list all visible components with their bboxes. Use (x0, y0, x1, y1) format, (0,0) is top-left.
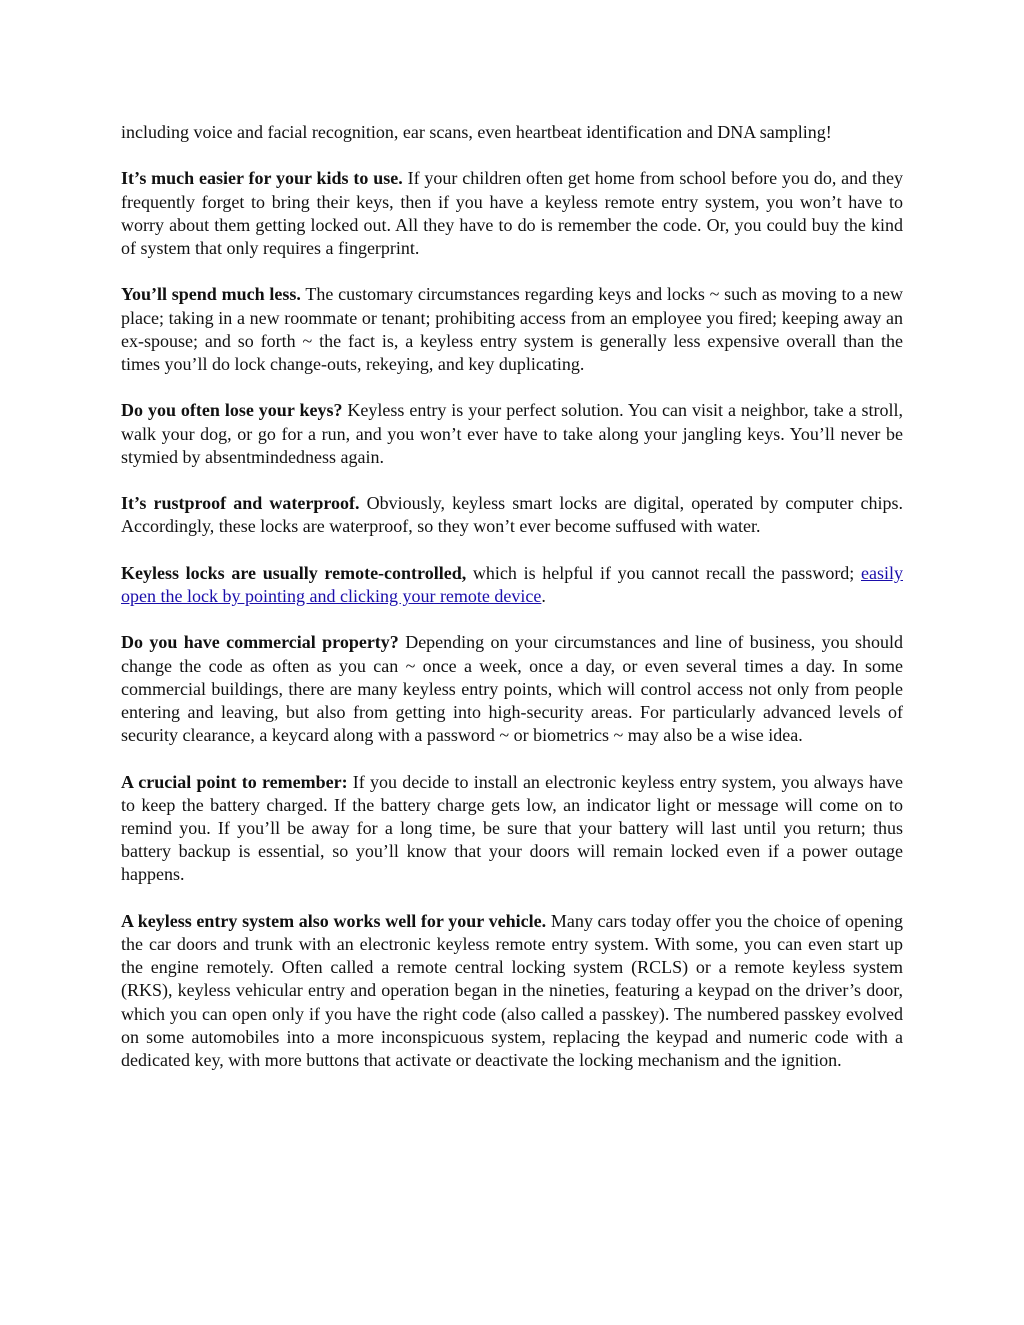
paragraph-crucial-point (121, 771, 903, 887)
paragraph-heading: Keyless locks are usually remote-controlled, (121, 562, 467, 583)
paragraph-kids (121, 167, 903, 260)
paragraph-text: Many cars today offer you the choice of opening the car doors and trunk with an electronic keyless remote entry system. With some, you can even start up the engine remotely. Often called a remote central locking system (RCLS) or a remote keyless system (RKS), keyless vehicular entry and operation began in the nineties, featuring a keypad on the driver’s door, which you can open only if you have the right code (also called a passkey). The numbered passkey evolved on some automobiles into a more inconspicuous system, replacing the keypad and numeric code with a dedicated key, with more buttons that activate or deactivate the locking mechanism and the ignition. (121, 910, 903, 1070)
paragraph-heading: Do you have commercial property? (121, 632, 399, 653)
paragraph-rustproof (121, 492, 903, 538)
paragraph-heading: It’s much easier for your kids to use. (121, 168, 403, 189)
paragraph-remote-controlled (121, 562, 903, 608)
remote-device-link[interactable]: easily open the lock by pointing and clicking your remote device (121, 562, 903, 606)
paragraph-lose-keys (121, 399, 903, 469)
paragraph-heading: A keyless entry system also works well for your vehicle. (121, 910, 547, 931)
paragraph-heading: Do you often lose your keys? (121, 400, 343, 421)
paragraph-text: including voice and facial recognition, ear scans, even heartbeat identification and DNA sampling! (121, 122, 832, 142)
paragraph-period: . (541, 585, 546, 606)
paragraph-vehicle (121, 910, 903, 1072)
paragraph-text: Depending on your circumstances and line of business, you should change the code as often as you can ~ once a week, once a day, or even several times a day. In some commercial buildings, there are many keyless entry points, which will control access not only from people entering and leaving, but also from getting into high-security areas. For particularly advanced levels of security clearance, a keycard along with a password ~ or biometrics ~ may also be a wise idea. (121, 632, 903, 746)
paragraph-biometrics-continued (121, 121, 903, 144)
paragraph-text: The customary circumstances regarding keys and locks ~ such as moving to a new place; taking in a new roommate or tenant; prohibiting access from an employee you fired; keeping away an ex-spouse; and so forth ~ the fact is, a keyless entry system is generally less expensive overall than the times you’ll do lock change-outs, rekeying, and key duplicating. (121, 284, 903, 374)
paragraph-heading: It’s rustproof and waterproof. (121, 493, 360, 514)
paragraph-commercial (121, 631, 903, 747)
paragraph-heading: A crucial point to remember: (121, 771, 348, 792)
paragraph-text: Obviously, keyless smart locks are digital, operated by computer chips. Accordingly, these locks are waterproof, so they won’t ever become suffused with water. (121, 493, 903, 537)
document-page (121, 121, 903, 1095)
paragraph-heading: You’ll spend much less. (121, 284, 301, 305)
paragraph-text: which is helpful if you cannot recall the password; (466, 562, 861, 583)
paragraph-spend-less (121, 283, 903, 376)
paragraph-text: If your children often get home from school before you do, and they frequently forget to bring their keys, then if you have a keyless remote entry system, you won’t have to worry about them getting locked out. All they have to do is remember the code. Or, you could buy the kind of system that only requires a fingerprint. (121, 168, 904, 258)
paragraph-text: Keyless entry is your perfect solution. You can visit a neighbor, take a stroll, walk your dog, or go for a run, and you won’t ever have to take along your jangling keys. You’ll never be stymied by absentmindedness again. (121, 400, 903, 467)
paragraph-text: If you decide to install an electronic keyless entry system, you always have to keep the battery charged. If the battery charge gets low, an indicator light or message will come on to remind you. If you’ll be away for a long time, be sure that your battery will last until you return; thus battery backup is essential, so you’ll know that your doors will remain locked even if a power outage happens. (121, 771, 903, 885)
